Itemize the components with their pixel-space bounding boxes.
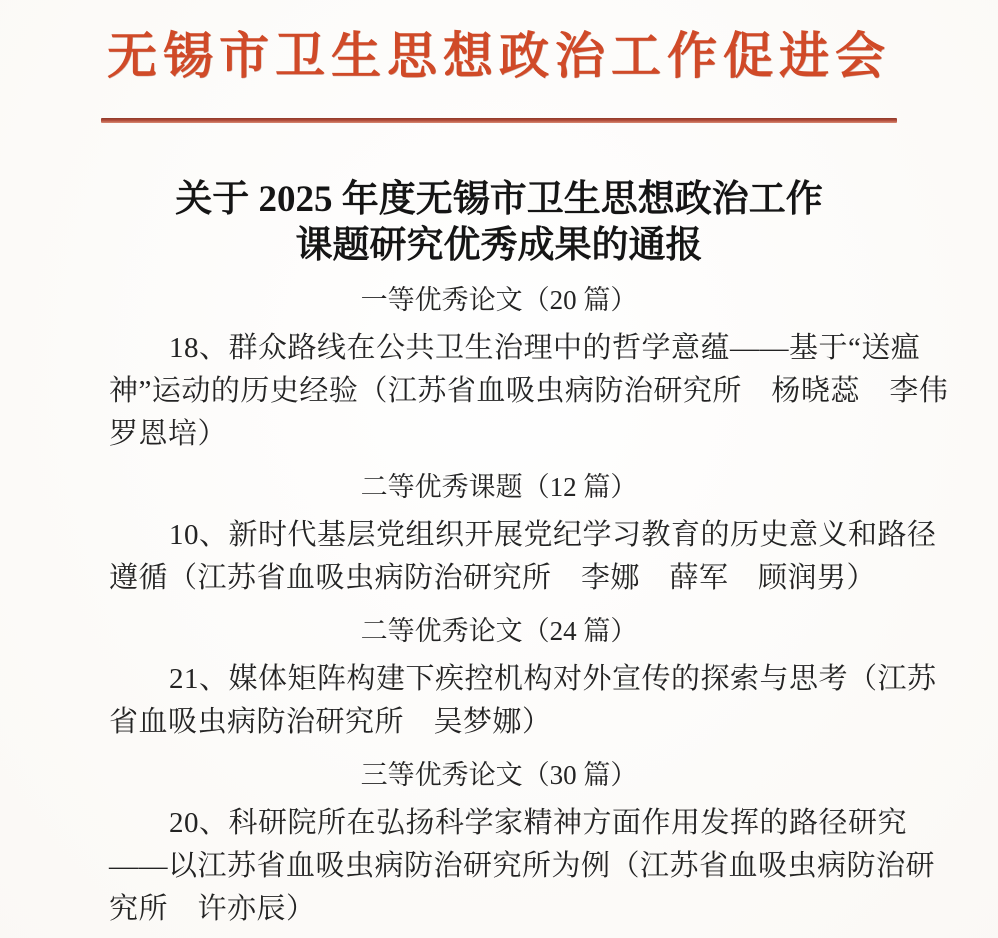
document-title-line-2: 课题研究优秀成果的通报 [295, 225, 703, 266]
section-heading-second-class-papers: 二等优秀论文（24 篇） [360, 616, 638, 646]
entry-text-line: 究所 许亦辰） [109, 893, 316, 925]
entry-text-line: 神”运动的历史经验（江苏省血吸虫病防治研究所 杨晓蕊 李伟 [109, 375, 949, 407]
entry-second-class-project-10 [109, 514, 937, 600]
entry-text-line: 21、媒体矩阵构建下疾控机构对外宣传的探索与思考（江苏 [169, 663, 937, 695]
document-title-line-1: 关于 2025 年度无锡市卫生思想政治工作 [175, 179, 823, 220]
entry-text-line: 省血吸虫病防治研究所 吴梦娜） [109, 706, 552, 738]
entry-second-class-paper-21 [109, 658, 937, 744]
entry-text-line: 18、群众路线在公共卫生治理中的哲学意蕴——基于“送瘟 [169, 332, 921, 364]
document-title [109, 177, 889, 269]
section-heading-third-class-papers: 三等优秀论文（30 篇） [360, 760, 638, 790]
entry-text-line: 10、新时代基层党组织开展党纪学习教育的历史意义和路径 [169, 519, 937, 551]
section-heading-second-class-projects: 二等优秀课题（12 篇） [360, 472, 638, 502]
entry-text-line: 20、科研院所在弘扬科学家精神方面作用发挥的路径研究 [169, 807, 908, 839]
organization-title: 无锡市卫生思想政治工作促进会 [107, 28, 891, 84]
section-heading-first-class-papers: 一等优秀论文（20 篇） [360, 285, 638, 315]
notice-body [109, 177, 949, 931]
entry-text-line: 遵循（江苏省血吸虫病防治研究所 李娜 薛军 顾润男） [109, 562, 877, 594]
entry-first-class-paper-18 [109, 327, 949, 456]
section-first-class-papers [109, 283, 949, 456]
letterhead [0, 0, 998, 123]
section-second-class-projects [109, 470, 937, 600]
entry-text-line: 罗恩培） [109, 418, 228, 450]
entry-text-line: ——以江苏省血吸虫病防治研究所为例（江苏省血吸虫病防治研 [109, 850, 936, 882]
letterhead-divider [101, 118, 897, 123]
entry-third-class-paper-20 [109, 802, 936, 931]
section-second-class-papers [109, 614, 937, 744]
section-third-class-papers [109, 758, 936, 931]
